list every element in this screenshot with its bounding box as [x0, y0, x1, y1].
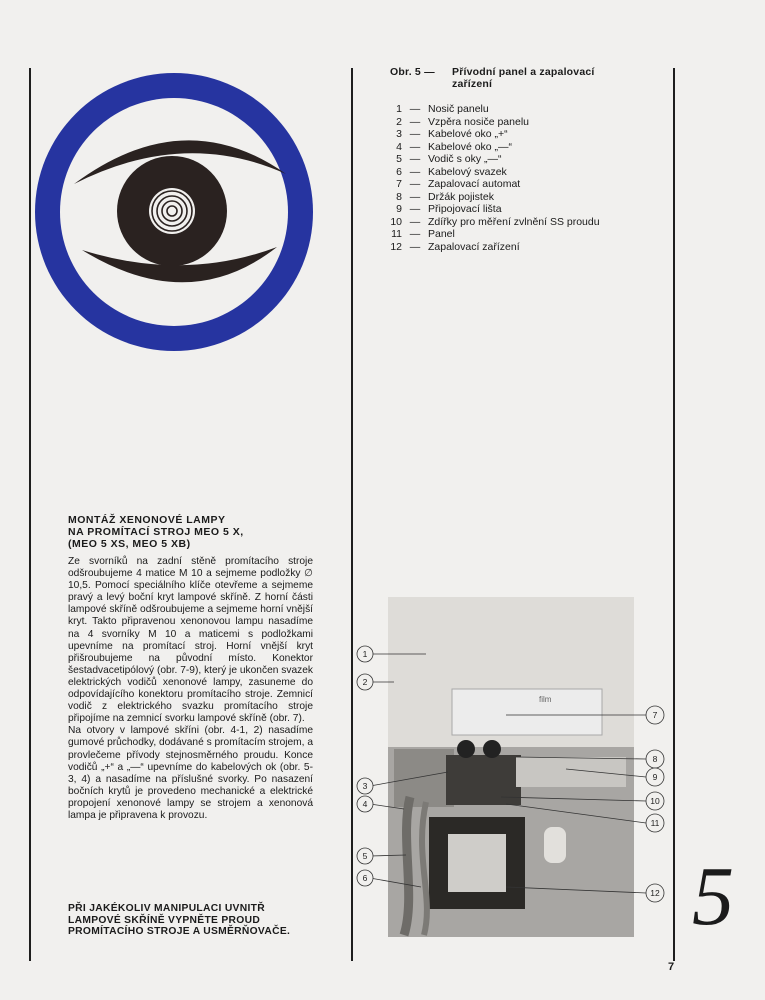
callout-text: 8 [652, 754, 658, 764]
legend-dash: — [409, 153, 421, 165]
article-paragraph: Ze svorníků na zadní stěně promítacího stroje odšroubujeme 4 matice M 10 a sejmeme podložky ∅ 10,5. Pomocí speciálního klíče otevřeme a sejmeme pravý a levý boční kryt lampové skříně. Z horní části lampové skříně odšroubujeme a sejmeme horní vnější kryt. Takto připravenou xenonovou lampu nasadíme na 4 svorníky M 10 a maticemi s podložkami upevníme na promítací stroj. Horní vnější kryt přišroubujeme na původní místo. Konektor šestadvacetipólový (obr. 7-9), který je ukončen svazek elektrických vodičů xenonové lampy, zasuneme do odpovídajícího konektoru promítacího stroje. Zemnicí vodič z elektrického svazku promítacího stroje připojíme na zemnicí svorku lampové skříně (obr. 7). [68, 556, 313, 725]
heading-line: MONTÁŽ XENONOVÉ LAMPY [68, 514, 226, 526]
callout-9 [646, 768, 664, 786]
figure-caption [390, 66, 650, 90]
legend-number: 8 [396, 190, 402, 203]
legend-number: 6 [396, 165, 402, 178]
page-number: 7 [668, 961, 675, 973]
legend-text: Vzpěra nosiče panelu [428, 115, 529, 128]
legend-text: Kabelové oko „—“ [428, 140, 513, 153]
legend-text: Kabelové oko „+“ [428, 128, 508, 140]
callout-text: 6 [362, 873, 368, 883]
safety-warning: PŘI JAKÉKOLIV MANIPULACI UVNITŘ LAMPOVÉ SKŘÍNĚ VYPNĚTE PROUD PROMÍTACÍHO STROJE A USMĚRŇOVAČE. [68, 903, 291, 937]
column-rule-right [673, 68, 675, 961]
callout-10 [646, 792, 664, 810]
figure-legend [388, 103, 668, 253]
callout-text: 3 [362, 781, 368, 791]
legend-number: 10 [390, 215, 402, 228]
legend-number: 1 [396, 103, 402, 115]
legend-number: 7 [396, 178, 402, 190]
legend-dash: — [409, 128, 421, 140]
callout-text: 4 [362, 799, 368, 809]
legend-dash: — [409, 215, 421, 228]
article-body [68, 556, 313, 822]
section-number: 5 [692, 850, 734, 943]
article-heading [68, 514, 313, 550]
legend-dash: — [409, 178, 421, 190]
heading-line: (MEO 5 XS, MEO 5 XB) [68, 538, 191, 550]
callout-8 [646, 750, 664, 768]
callout-text: 2 [362, 677, 368, 687]
callout-text: 9 [652, 772, 658, 782]
legend-text: Zapalovací zařízení [428, 240, 520, 253]
legend-item [388, 228, 668, 241]
photo-label-text: film [539, 695, 552, 704]
legend-item [388, 203, 668, 216]
legend-item [388, 178, 668, 191]
callout-text: 1 [362, 649, 368, 659]
callout-3 [357, 778, 373, 794]
callout-4 [357, 796, 373, 812]
legend-text: Zapalovací automat [428, 178, 521, 190]
legend-item [388, 153, 668, 166]
figure-title: Přívodní panel a zapalovací [452, 66, 595, 78]
legend-number: 5 [396, 153, 402, 165]
legend-number: 4 [396, 140, 402, 153]
legend-number: 2 [396, 115, 402, 128]
legend-item [388, 216, 668, 229]
legend-text: Kabelový svazek [428, 165, 507, 178]
legend-item [388, 191, 668, 204]
callout-text: 10 [650, 796, 660, 806]
legend-dash: — [409, 228, 421, 240]
legend-item [388, 103, 668, 116]
callout-text: 5 [362, 851, 368, 861]
panel-photo [356, 597, 666, 937]
callout-text: 11 [650, 818, 660, 828]
figure-label: Obr. 5 — [390, 66, 435, 78]
callout-7 [646, 706, 664, 724]
eye-logo [34, 66, 319, 361]
callout-text: 12 [650, 888, 660, 898]
column-rule-middle [351, 68, 353, 961]
callout-11 [646, 814, 664, 832]
callout-12 [646, 884, 664, 902]
callout-5 [357, 848, 373, 864]
legend-dash: — [409, 203, 421, 215]
legend-text: Nosič panelu [428, 103, 489, 115]
legend-number: 9 [396, 203, 402, 215]
callout-2 [357, 674, 373, 690]
legend-item [388, 241, 668, 254]
legend-item [388, 116, 668, 129]
legend-text: Vodič s oky „—“ [428, 153, 502, 165]
callout-1 [357, 646, 373, 662]
legend-dash: — [409, 115, 421, 128]
legend-number: 11 [391, 228, 402, 240]
legend-dash: — [409, 165, 421, 178]
legend-number: 12 [390, 240, 402, 253]
article-paragraph: Na otvory v lampové skříni (obr. 4-1, 2) nasadíme gumové průchodky, dodávané s promítacím strojem, a provlečeme přívody stejnosměrného proudu. Konce vodičů „+“ a „—“ upevníme do kabelových ok (obr. 5-3, 4) a nasadíme na příslušné svorky. Po nasazení bočních krytů je provedeno mechanické a elektrické propojení xenonové lampy se strojem a xenonová lampa je připravena k provozu. [68, 725, 313, 821]
legend-dash: — [409, 103, 421, 115]
heading-line: NA PROMÍTACÍ STROJ MEO 5 X, [68, 526, 244, 538]
column-rule-left [29, 68, 31, 961]
legend-dash: — [409, 140, 421, 153]
legend-item [388, 128, 668, 141]
legend-text: Zdířky pro měření zvlnění SS proudu [428, 215, 600, 228]
legend-dash: — [409, 240, 421, 253]
legend-text: Panel [428, 228, 455, 240]
legend-dash: — [409, 190, 421, 203]
figure-title-line2: zařízení [452, 78, 493, 90]
callout-6 [357, 870, 373, 886]
legend-text: Připojovací lišta [428, 203, 502, 215]
callout-text: 7 [652, 710, 658, 720]
legend-number: 3 [396, 128, 402, 140]
legend-item [388, 166, 668, 179]
legend-item [388, 141, 668, 154]
legend-text: Držák pojistek [428, 190, 494, 203]
